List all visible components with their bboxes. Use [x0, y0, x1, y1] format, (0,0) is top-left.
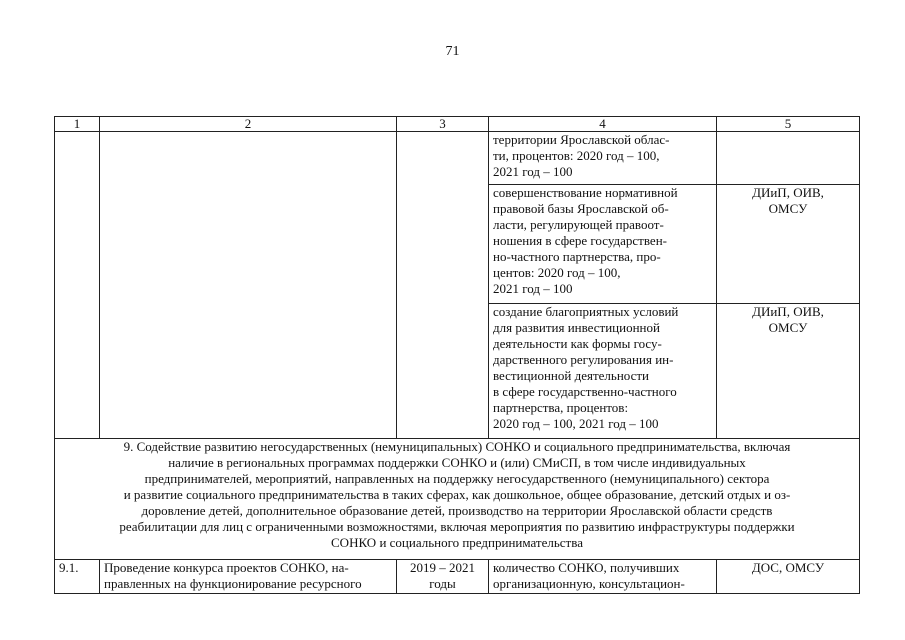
indicator-line: ти, процентов: 2020 год – 100, — [493, 148, 660, 163]
indicator-line: создание благоприятных условий — [493, 304, 679, 319]
indicator-line: партнерства, процентов: — [493, 400, 629, 415]
measure-line: Проведение конкурса проектов СОНКО, на- — [104, 560, 349, 575]
indicator-cell — [489, 304, 717, 439]
section-line: 9. Содействие развитию негосударственных (немуниципальных) СОНКО и социального предпринимательства, включая — [123, 439, 791, 454]
table-row — [55, 560, 860, 594]
indicator-line: вестиционной деятельности — [493, 368, 650, 383]
row-cell-empty-2 — [100, 132, 397, 439]
measure-name-cell — [100, 560, 397, 594]
indicator-line: в сфере государственно-частного — [493, 384, 677, 399]
section-line: реабилитации для лиц с ограниченными возможностями, включая мероприятия по развитию инфраструктуры поддержки — [119, 519, 795, 534]
table-row — [55, 132, 860, 185]
indicator-line: 2021 год – 100 — [493, 281, 573, 296]
indicator-line: но-частного партнерства, про- — [493, 249, 661, 264]
responsible-cell — [717, 185, 860, 304]
section-line: доровление детей, дополнительное образование детей, производство на территории Ярославской области средств — [141, 503, 773, 518]
measures-table — [54, 116, 860, 594]
section-row — [55, 439, 860, 560]
section-line: СОНКО и социального предпринимательства — [331, 535, 583, 550]
section-line: и развитие социального предпринимательства в таких сферах, как дошкольное, общее образование, детский отдых и оз- — [123, 487, 791, 502]
header-col-5: 5 — [717, 117, 860, 132]
indicator-line: правовой базы Ярославской об- — [493, 201, 669, 216]
indicator-cell — [489, 185, 717, 304]
indicator-line: совершенствование нормативной — [493, 185, 678, 200]
responsible-line: ДИиП, ОИВ, — [752, 304, 824, 319]
indicator-line: количество СОНКО, получивших — [493, 560, 680, 575]
period-line: годы — [429, 576, 456, 591]
responsible-cell — [717, 304, 860, 439]
indicator-line: ношения в сфере государствен- — [493, 233, 667, 248]
row-number-cell: 9.1. — [55, 560, 100, 594]
responsible-line: ОМСУ — [768, 320, 808, 335]
header-col-3: 3 — [397, 117, 489, 132]
header-col-2: 2 — [100, 117, 397, 132]
header-col-4: 4 — [489, 117, 717, 132]
page-number: 71 — [445, 44, 460, 59]
indicator-line: 2020 год – 100, 2021 год – 100 — [493, 416, 659, 431]
indicator-line: организационную, консультацион- — [493, 576, 685, 591]
period-line: 2019 – 2021 — [410, 560, 475, 575]
row-cell-empty-3 — [397, 132, 489, 439]
indicator-cell — [489, 560, 717, 594]
responsible-line: ДИиП, ОИВ, — [752, 185, 824, 200]
indicator-cell — [489, 132, 717, 185]
indicator-line: дарственного регулирования ин- — [493, 352, 674, 367]
period-cell — [397, 560, 489, 594]
responsible-cell — [717, 132, 860, 185]
responsible-cell: ДОС, ОМСУ — [717, 560, 860, 594]
indicator-line: центов: 2020 год – 100, — [493, 265, 621, 280]
measure-line: правленных на функционирование ресурсного — [104, 576, 362, 591]
section-line: предпринимателей, мероприятий, направленных на поддержку негосударственного (немуниципального) сектора — [144, 471, 770, 486]
indicator-line: 2021 год – 100 — [493, 164, 573, 179]
row-cell-empty-1 — [55, 132, 100, 439]
section-9-heading — [55, 439, 860, 560]
indicator-line: деятельности как формы госу- — [493, 336, 662, 351]
header-row — [55, 117, 860, 132]
indicator-line: для развития инвестиционной — [493, 320, 660, 335]
indicator-line: ласти, регулирующей правоот- — [493, 217, 664, 232]
responsible-line: ОМСУ — [768, 201, 808, 216]
indicator-line: территории Ярославской облас- — [493, 132, 670, 147]
section-line: наличие в региональных программах поддержки СОНКО и (или) СМиСП, в том числе индивидуальных — [168, 455, 746, 470]
header-col-1: 1 — [55, 117, 100, 132]
